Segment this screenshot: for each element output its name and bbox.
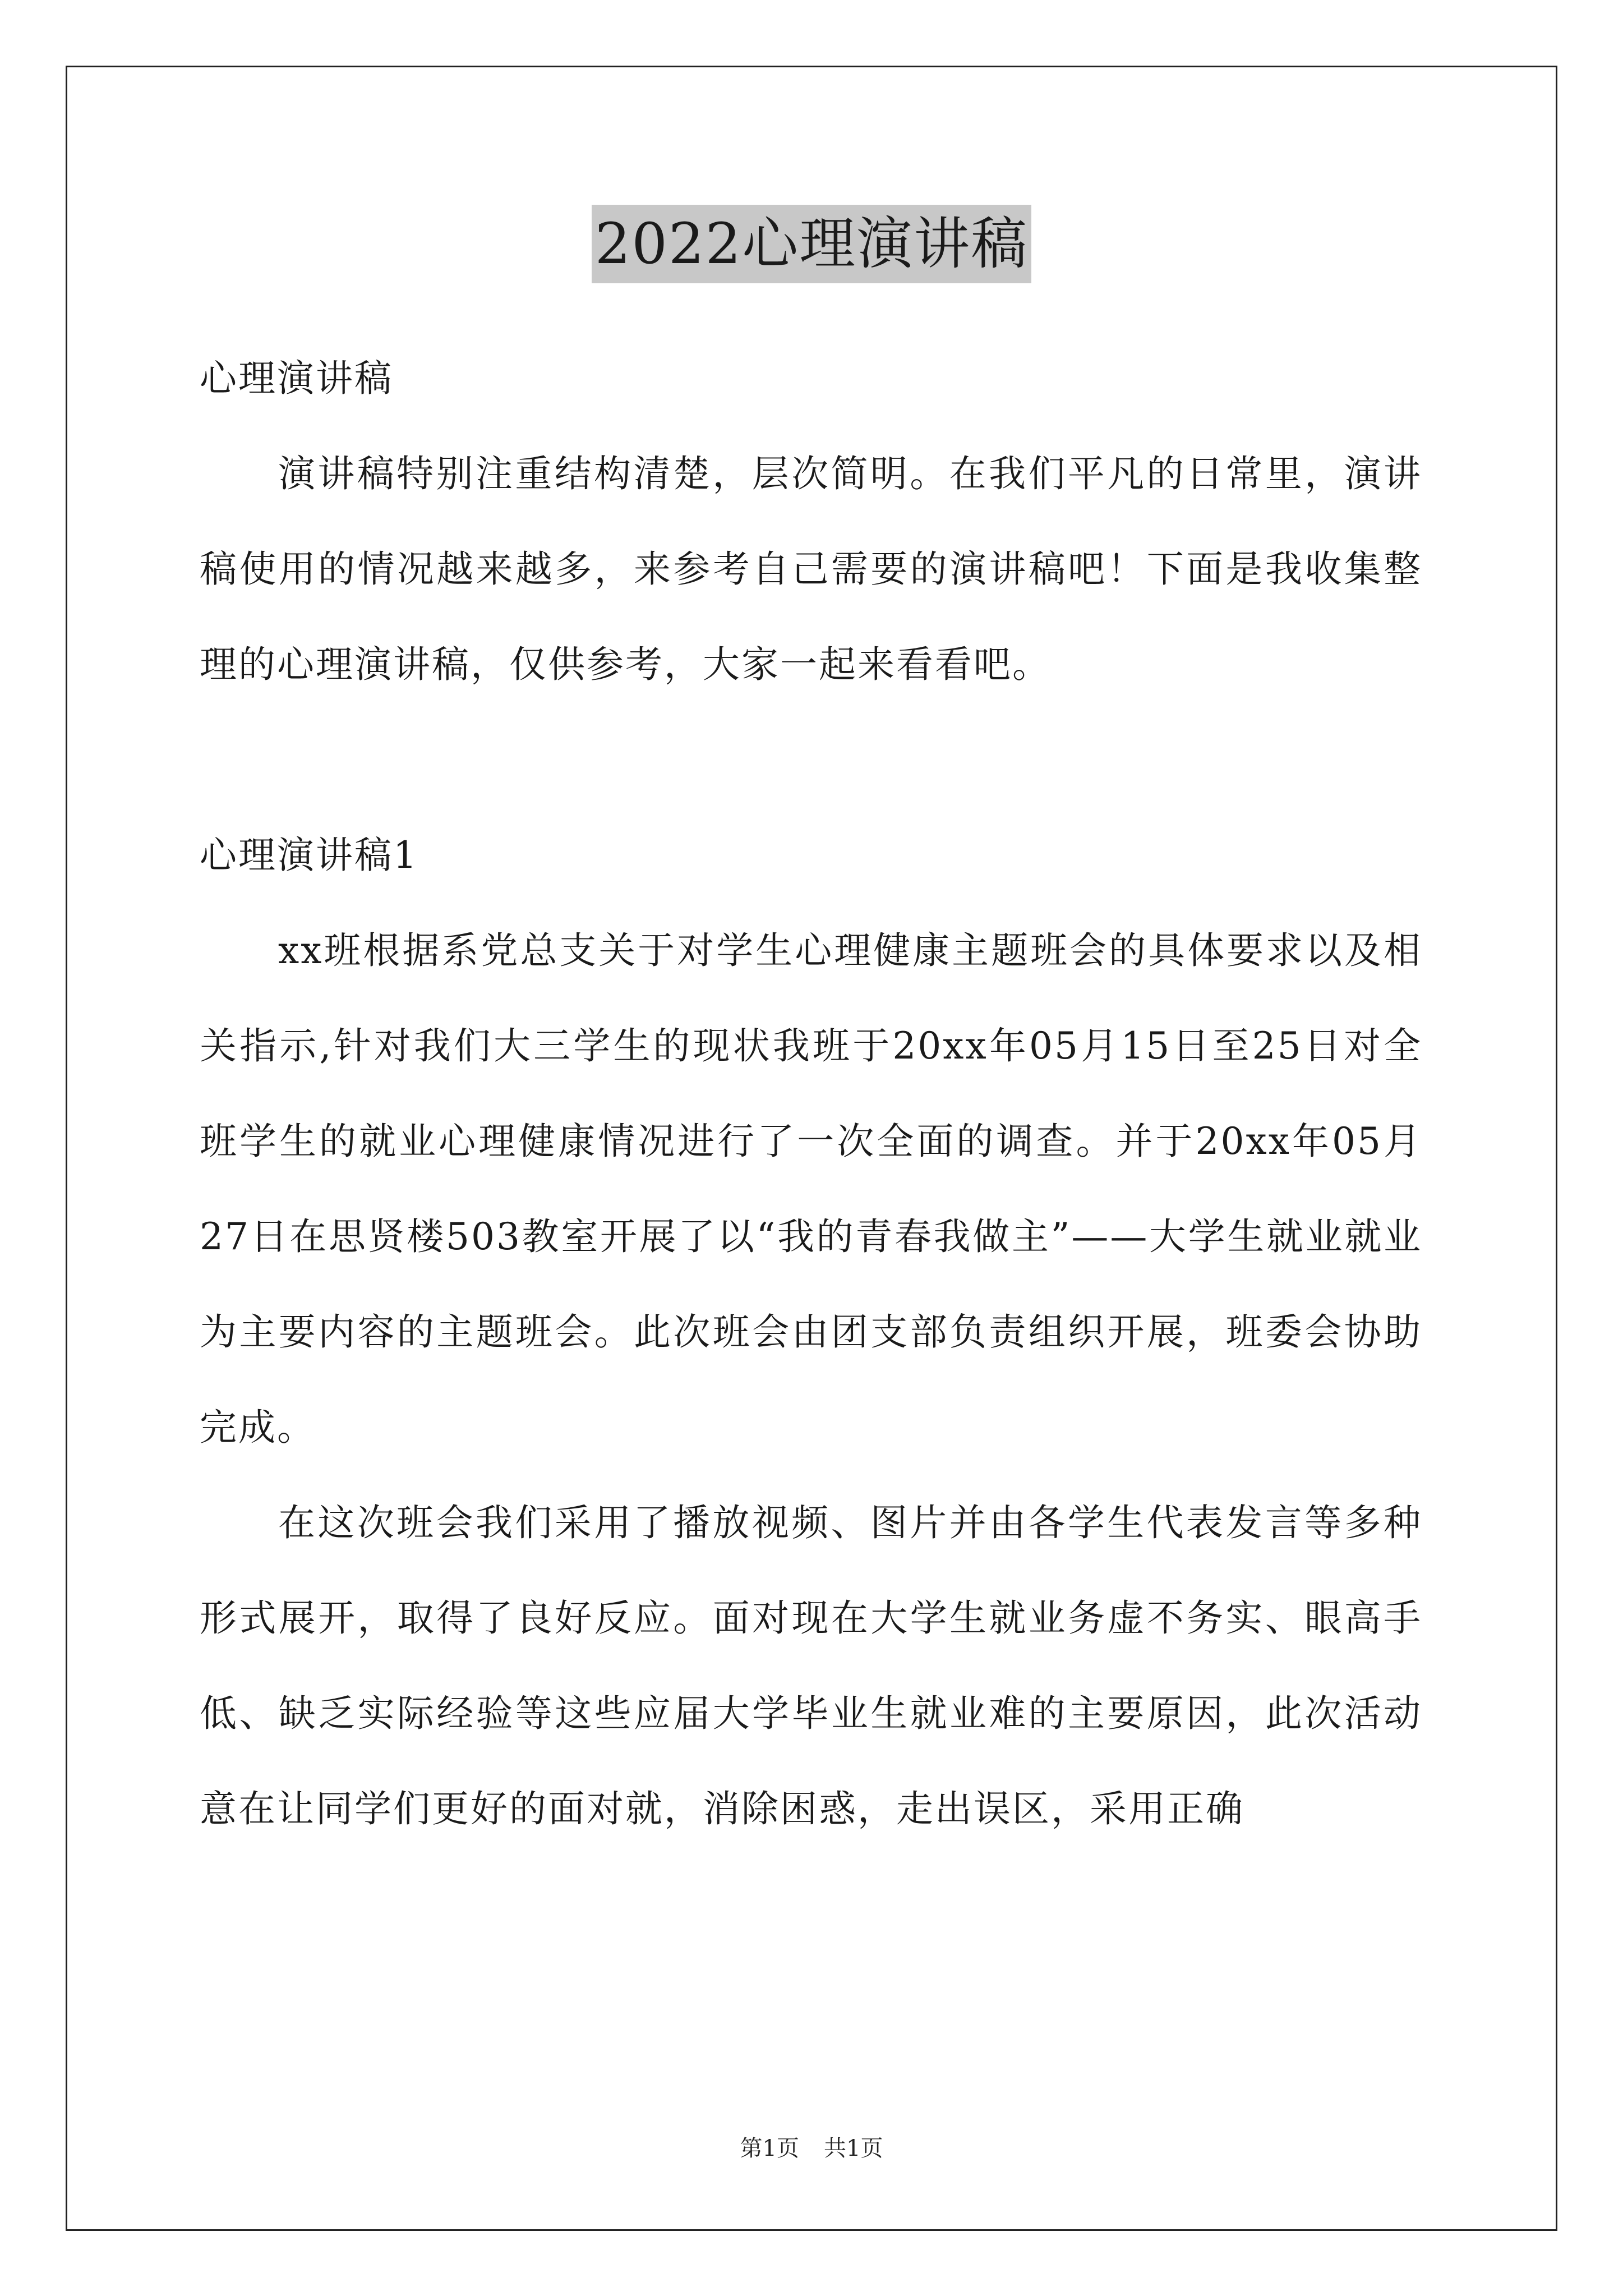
section-heading-1: 心理演讲稿1 [200,834,418,877]
body-paragraph-1: xx班根据系党总支关于对学生心理健康主题班会的具体要求以及相关指示,针对我们大三学生的现状我班于20xx年05月15日至25日对全班学生的就业心理健康情况进行了一次全面的调查。并于20xx年05月27日在思贤楼503教室开展了以“我的青春我做主”——大学生就业就业为主要内容的主题班会。此次班会由团支部负责组织开展，班委会协助完成。 [200,929,1422,1449]
document-body [200,331,1422,1857]
page-footer [0,2132,1623,2165]
body-paragraph-2: 在这次班会我们采用了播放视频、图片并由各学生代表发言等多种形式展开，取得了良好反应。面对现在大学生就业务虚不务实、眼高手低、缺乏实际经验等这些应届大学毕业生就业难的主要原因，此次活动意在让同学们更好的面对就，消除困惑，走出误区，采用正确 [200,1501,1422,1830]
page-number: 第1页 [740,2136,799,2161]
document-title: 2022心理演讲稿 [592,205,1032,283]
title-area [0,205,1623,283]
intro-paragraph: 演讲稿特别注重结构清楚，层次简明。在我们平凡的日常里，演讲稿使用的情况越来越多，来参考自己需要的演讲稿吧！下面是我收集整理的心理演讲稿，仅供参考，大家一起来看看吧。 [200,452,1422,686]
page-total: 共1页 [824,2136,883,2161]
paragraph-gap [200,712,1422,808]
section-heading: 心理演讲稿 [200,357,393,400]
